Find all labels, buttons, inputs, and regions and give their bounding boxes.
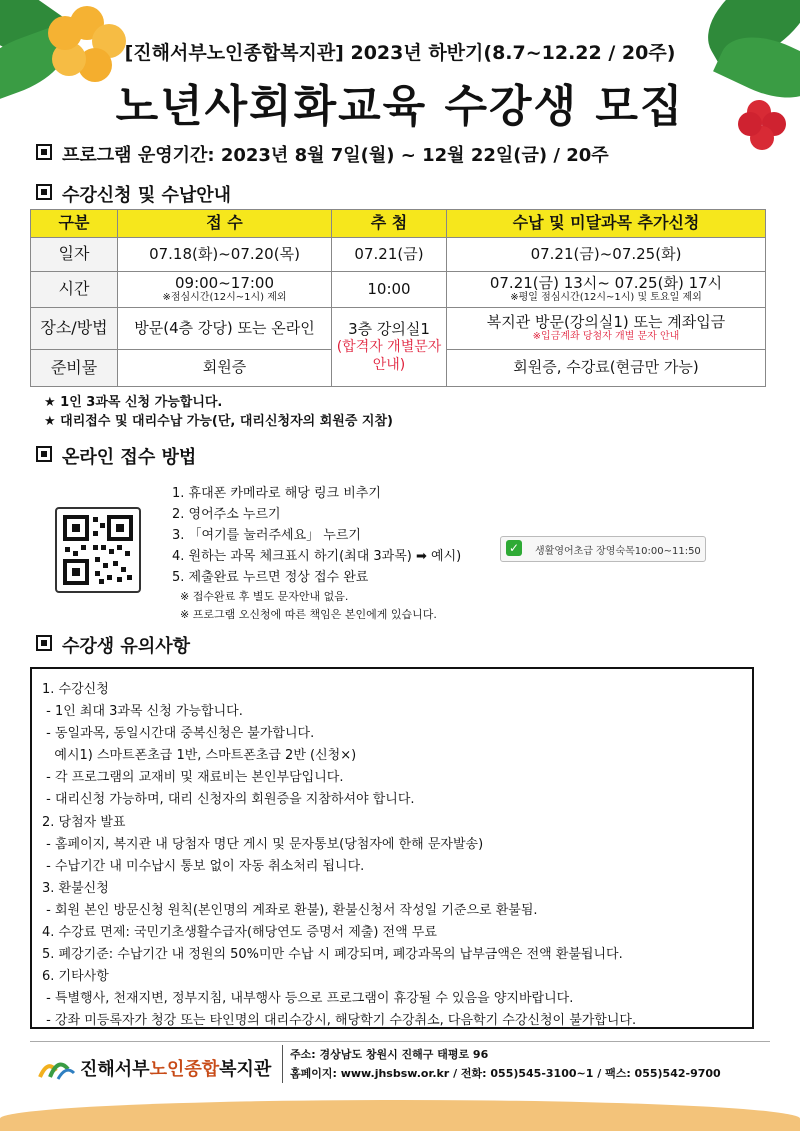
example-checkbox-item[interactable] bbox=[500, 536, 706, 562]
footer-contact bbox=[290, 1045, 721, 1083]
table-cell: 3층 강의실1 (합격자 개별문자안내) bbox=[332, 308, 447, 387]
cell-note: ※입금계좌 당첨자 개별 문자 안내 bbox=[532, 331, 680, 343]
square-bullet-icon bbox=[36, 446, 52, 462]
logo-mark-icon bbox=[36, 1057, 76, 1081]
row-header: 준비물 bbox=[31, 350, 118, 387]
notice-line: - 강좌 미등록자가 청강 또는 타인명의 대리수강시, 해당학기 수강취소, 다음학기 수강신청이 불가합니다. bbox=[42, 1013, 637, 1029]
qr-code-graphic bbox=[57, 509, 139, 591]
notice-line: - 회원 본인 방문신청 원칙(본인명의 계좌로 환불), 환불신청서 작성일 기준으로 환불됨. bbox=[42, 902, 538, 918]
row-header: 일자 bbox=[31, 238, 118, 272]
header-subtitle: [진해서부노인종합복지관] 2023년 하반기(8.7~12.22 / 20주) bbox=[124, 42, 676, 64]
section-heading-notice: 수강생 유의사항 bbox=[36, 632, 190, 658]
table-cell: 07.21(금) bbox=[332, 238, 447, 272]
row-header: 장소/방법 bbox=[31, 308, 118, 350]
notice-line: 3. 환불신청 bbox=[42, 880, 109, 896]
column-header: 추 첨 bbox=[332, 210, 447, 238]
list-item: 5. 제출완료 누르면 정상 접수 완료 bbox=[172, 570, 369, 585]
notice-line: - 1인 최대 3과목 신청 가능합니다. bbox=[42, 704, 243, 720]
remark-item: ※ 접수완료 후 별도 문자안내 없음. bbox=[180, 590, 349, 603]
notice-line: 예시1) 스마트폰초급 1반, 스마트폰초급 2반 (신청×) bbox=[42, 748, 357, 764]
sand-decoration bbox=[0, 1100, 800, 1131]
square-bullet-icon bbox=[36, 184, 52, 200]
table-cell: 방문(4층 강당) 또는 온라인 bbox=[118, 308, 332, 350]
notice-line: 6. 기타사항 bbox=[42, 969, 109, 985]
table-cell: 10:00 bbox=[332, 272, 447, 308]
notice-line: - 홈페이지, 복지관 내 당첨자 명단 게시 및 문자통보(당첨자에 한해 문자발송) bbox=[42, 836, 484, 852]
table-row bbox=[31, 272, 766, 308]
section-heading-enrollment: 수강신청 및 수납안내 bbox=[36, 181, 231, 207]
address-text: 주소: 경상남도 창원시 진해구 태평로 96 bbox=[290, 1048, 489, 1061]
notice-line: - 대리신청 가능하며, 대리 신청자의 회원증을 지참하셔야 합니다. bbox=[42, 792, 415, 808]
enrollment-note: ★ 대리접수 및 대리수납 가능(단, 대리신청자의 회원증 지참) bbox=[44, 414, 393, 429]
table-cell: 09:00~17:00 ※점심시간(12시~1시) 제외 bbox=[118, 272, 332, 308]
column-header: 수납 및 미달과목 추가신청 bbox=[447, 210, 766, 238]
notice-box bbox=[30, 667, 754, 1029]
table-cell: 07.21(금)~07.25(화) bbox=[447, 238, 766, 272]
column-header: 접 수 bbox=[118, 210, 332, 238]
section-heading-online: 온라인 접수 방법 bbox=[36, 443, 196, 469]
cell-note: ※평일 점심시간(12시~1시) 및 토요일 제외 bbox=[510, 292, 702, 304]
notice-line: - 동일과목, 동일시간대 중복신청은 불가합니다. bbox=[42, 726, 315, 742]
list-item: 4. 원하는 과목 체크표시 하기(최대 3과목) ➡ 예시) bbox=[172, 549, 462, 564]
online-steps-list bbox=[172, 483, 461, 624]
notice-line: - 수납기간 내 미수납시 통보 없이 자동 취소처리 됩니다. bbox=[42, 858, 365, 874]
checkmark-icon: ✓ bbox=[506, 540, 522, 556]
table-row bbox=[31, 308, 766, 350]
table-row bbox=[31, 238, 766, 272]
section-heading-period: 프로그램 운영기간: 2023년 8월 7일(월) ~ 12월 22일(금) / 20주 bbox=[36, 141, 609, 167]
notice-line: 4. 수강료 면제: 국민기초생활수급자(해당연도 증명서 제출) 전액 무료 bbox=[42, 925, 437, 941]
footer-divider bbox=[30, 1041, 770, 1042]
example-label: 생활영어초급 장영숙목10:00~11:50 bbox=[535, 546, 701, 557]
notice-list bbox=[42, 679, 636, 1033]
notice-line: 5. 폐강기준: 수납기간 내 정원의 50%미만 수납 시 폐강되며, 폐강과목의 납부금액은 전액 환불됩니다. bbox=[42, 947, 623, 963]
footer-separator bbox=[282, 1045, 283, 1083]
organization-logo: 진해서부노인종합복지관 bbox=[36, 1055, 271, 1081]
table-cell: 회원증 bbox=[118, 350, 332, 387]
notice-line: 2. 당첨자 발표 bbox=[42, 814, 126, 830]
list-item: 1. 휴대폰 카메라로 해당 링크 비추기 bbox=[172, 486, 381, 501]
square-bullet-icon bbox=[36, 635, 52, 651]
enrollment-note: ★ 1인 3과목 신청 가능합니다. bbox=[44, 395, 223, 410]
cell-note: ※점심시간(12시~1시) 제외 bbox=[162, 292, 287, 304]
table-header-row bbox=[31, 210, 766, 238]
square-bullet-icon bbox=[36, 144, 52, 160]
enrollment-schedule-table bbox=[30, 209, 766, 387]
page-title: 노년사회화교육 수강생 모집 bbox=[115, 81, 685, 132]
table-cell: 07.21(금) 13시~ 07.25(화) 17시 ※평일 점심시간(12시~1시) 및 토요일 제외 bbox=[447, 272, 766, 308]
table-cell: 회원증, 수강료(현금만 가능) bbox=[447, 350, 766, 387]
lottery-note: (합격자 개별문자안내) bbox=[336, 339, 442, 373]
table-cell: 복지관 방문(강의실1) 또는 계좌입금 ※입금계좌 당첨자 개별 문자 안내 bbox=[447, 308, 766, 350]
table-cell: 07.18(화)~07.20(목) bbox=[118, 238, 332, 272]
list-item: 2. 영어주소 누르기 bbox=[172, 507, 281, 522]
notice-line: 1. 수강신청 bbox=[42, 682, 109, 697]
notice-line: - 특별행사, 천재지변, 정부지침, 내부행사 등으로 프로그램이 휴강될 수 있음을 양지바랍니다. bbox=[42, 991, 574, 1007]
row-header: 시간 bbox=[31, 272, 118, 308]
remark-item: ※ 프로그램 오신청에 따른 책임은 본인에게 있습니다. bbox=[180, 608, 437, 621]
list-item: 3. 「여기를 눌러주세요」 누르기 bbox=[172, 528, 361, 543]
column-header: 구분 bbox=[31, 210, 118, 238]
qr-code-icon[interactable] bbox=[55, 507, 141, 593]
notice-line: - 각 프로그램의 교재비 및 재료비는 본인부담입니다. bbox=[42, 770, 344, 786]
contact-text: 홈페이지: www.jhsbsw.or.kr / 전화: 055)545-3100~1 / 팩스: 055)542-9700 bbox=[290, 1067, 721, 1080]
